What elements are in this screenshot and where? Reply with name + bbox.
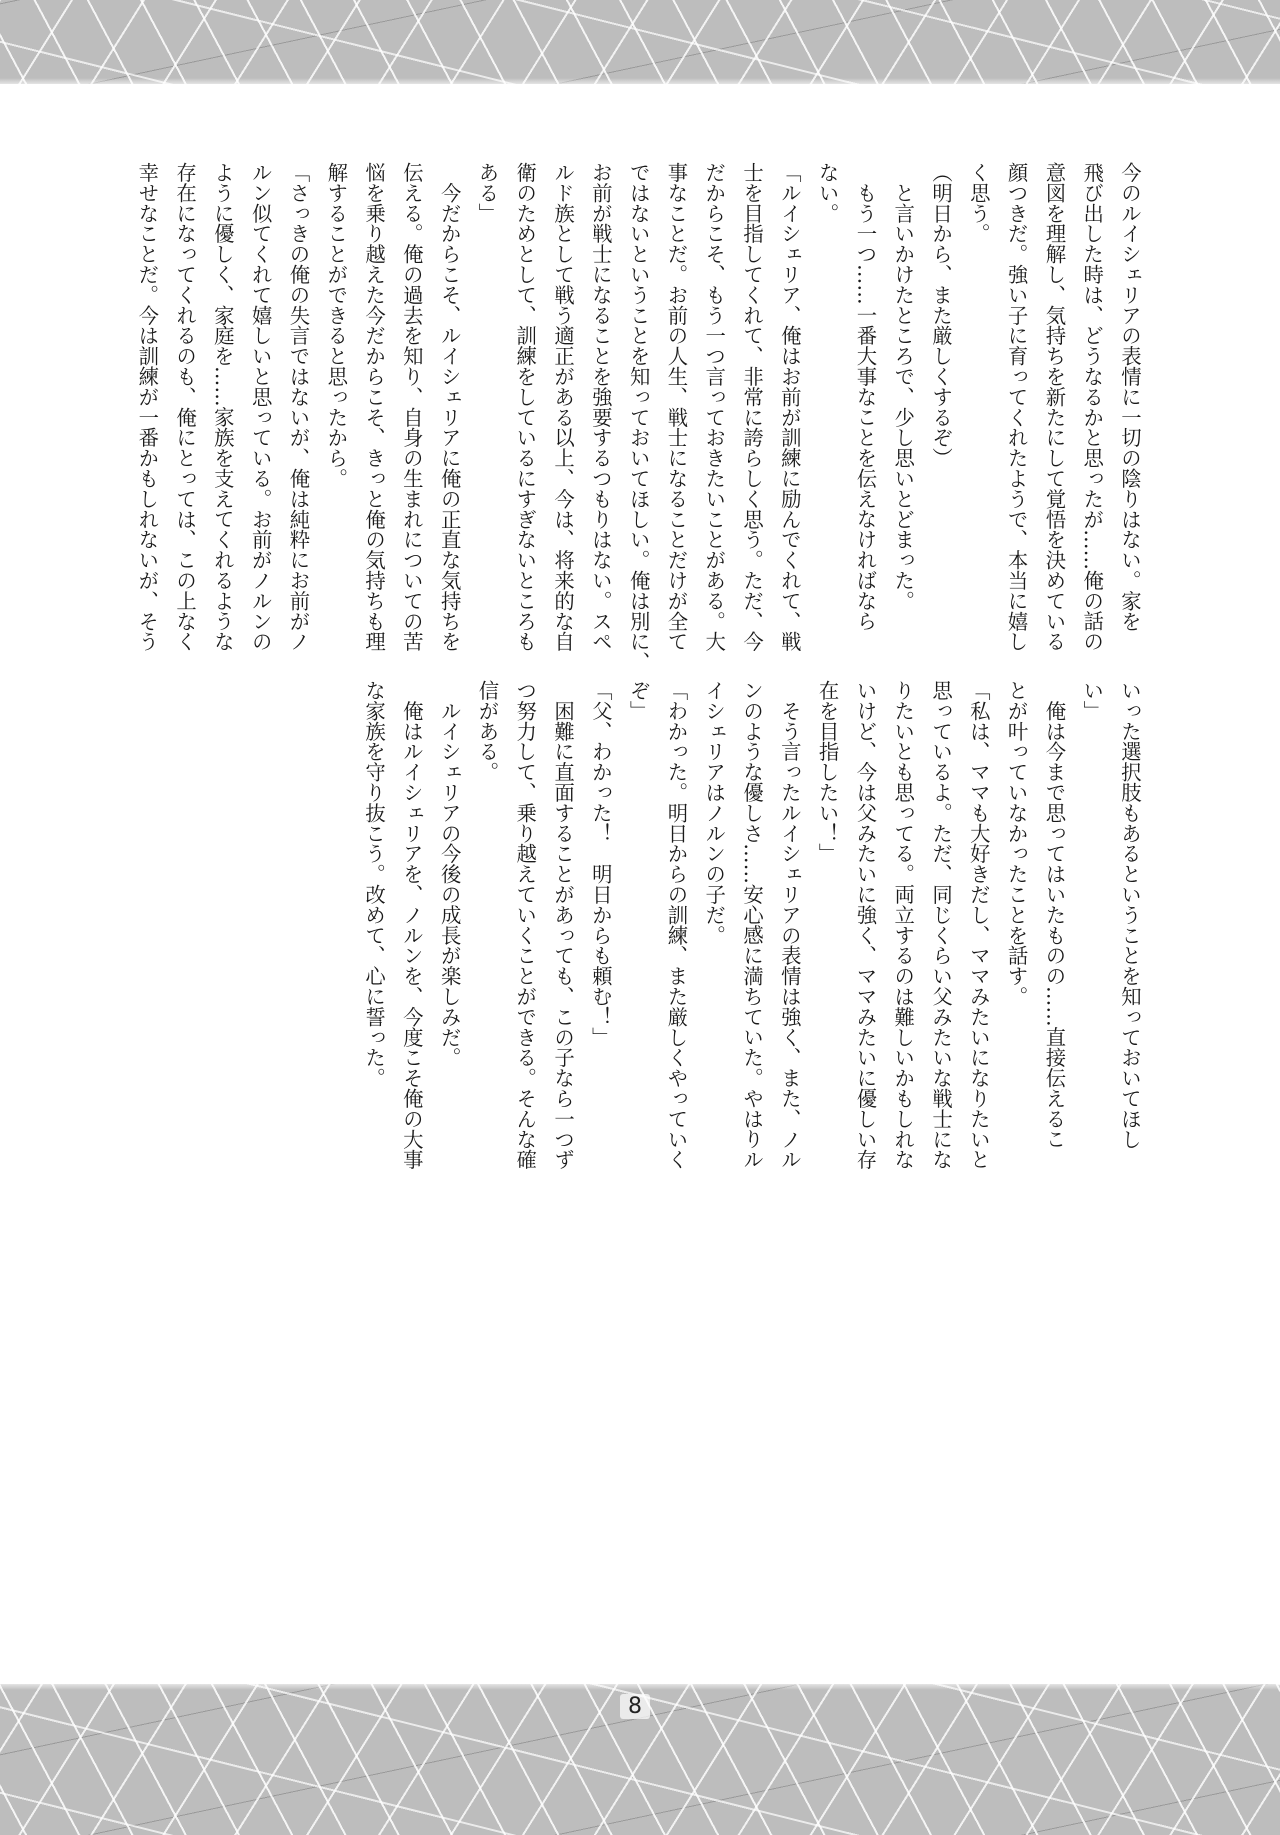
text-line: 飛び出した時は、どうなるかと思ったが……俺の話の	[1080, 162, 1105, 652]
text-line: 意図を理解し、気持ちを新たにして覚悟を決めている	[1042, 162, 1067, 652]
text-line: 衛のためとして、訓練をしているにすぎないところも	[513, 162, 538, 652]
text-line: お前が戦士になることを強要するつもりはない。スペ	[588, 162, 613, 652]
text-line: 顔つきだ。強い子に育ってくれたようで、本当に嬉し	[1004, 162, 1029, 652]
text-line: 俺はルイシェリアを、ノルンを、今度こそ俺の大事	[399, 680, 424, 1170]
text-block-upper	[127, 162, 1148, 672]
text-line: とが叶っていなかったことを話す。	[1004, 680, 1029, 1007]
text-line: 事なことだ。お前の人生、戦士になることだけが全て	[664, 162, 689, 652]
text-line: 信がある。	[475, 680, 500, 782]
text-line: 存在になってくれるのも、俺にとっては、この上なく	[173, 162, 198, 652]
text-block-lower	[354, 680, 1148, 1240]
text-line: 悩を乗り越えた今だからこそ、きっと俺の気持ちも理	[362, 162, 387, 652]
text-line: 在を目指したい！」	[815, 680, 840, 864]
text-line: いけど、今は父みたいに強く、ママみたいに優しい存	[853, 680, 878, 1170]
text-line: ルン似てくれて嬉しいと思っている。お前がノルンの	[248, 162, 273, 652]
text-line: そう言ったルイシェリアの表情は強く、また、ノル	[777, 680, 802, 1170]
text-line: ある」	[475, 162, 500, 224]
text-line: 俺は今まで思ってはいたものの……直接伝えるこ	[1042, 680, 1067, 1150]
text-line: もう一つ……一番大事なことを伝えなければなら	[853, 162, 878, 632]
text-line: 幸せなことだ。今は訓練が一番かもしれないが、そう	[135, 162, 160, 652]
text-line: ではないということを知っておいてほしい。俺は別に、	[626, 162, 651, 672]
text-line: ない。	[815, 162, 840, 224]
text-line: と言いかけたところで、少し思いとどまった。	[891, 162, 916, 611]
text-line: い」	[1080, 680, 1105, 721]
text-line: な家族を守り抜こう。改めて、心に誓った。	[362, 680, 387, 1088]
text-line: 「さっきの俺の失言ではないが、俺は純粋にお前がノ	[286, 162, 311, 652]
text-line: 今のルイシェリアの表情に一切の陰りはない。家を	[1118, 162, 1142, 632]
text-line: 思っているよ。ただ、同じくらい父みたいな戦士にな	[929, 680, 954, 1170]
text-line: ンのような優しさ……安心感に満ちていた。やはりル	[740, 680, 765, 1170]
text-line: ぞ」	[626, 680, 651, 721]
text-line: 「私は、ママも大好きだし、ママみたいになりたいと	[966, 680, 991, 1170]
text-line: 解することができると思ったから。	[324, 162, 349, 489]
text-line: イシェリアはノルンの子だ。	[702, 680, 727, 946]
text-line: 「父、わかった！ 明日からも頼む！」	[588, 680, 613, 1048]
text-line: 「わかった。明日からの訓練、また厳しくやっていく	[664, 680, 689, 1170]
text-line: ルイシェリアの今後の成長が楽しみだ。	[437, 680, 462, 1068]
decorative-header-band	[0, 0, 1280, 84]
text-line: つ努力して、乗り越えていくことができる。そんな確	[513, 680, 538, 1170]
text-line: （明日から、また厳しくするぞ）	[929, 162, 954, 468]
text-line: りたいとも思ってる。両立するのは難しいかもしれな	[891, 680, 916, 1170]
text-line: ルド族として戦う適正がある以上、今は、将来的な自	[551, 162, 576, 652]
text-line: いった選択肢もあるということを知っておいてほし	[1118, 680, 1142, 1150]
text-line: だからこそ、もう一つ言っておきたいことがある。大	[702, 162, 727, 652]
text-line: 伝える。俺の過去を知り、自身の生まれについての苦	[399, 162, 424, 652]
text-line: 「ルイシェリア、俺はお前が訓練に励んでくれて、戦	[777, 162, 802, 652]
text-line: く思う。	[966, 162, 991, 244]
text-line: 士を目指してくれて、非常に誇らしく思う。ただ、今	[740, 162, 765, 652]
text-line: 今だからこそ、ルイシェリアに俺の正直な気持ちを	[437, 162, 462, 652]
page-number: 8	[620, 1694, 650, 1719]
text-line: ように優しく、家庭を……家族を支えてくれるような	[210, 162, 235, 652]
text-line: 困難に直面することがあっても、この子なら一つず	[551, 680, 576, 1170]
